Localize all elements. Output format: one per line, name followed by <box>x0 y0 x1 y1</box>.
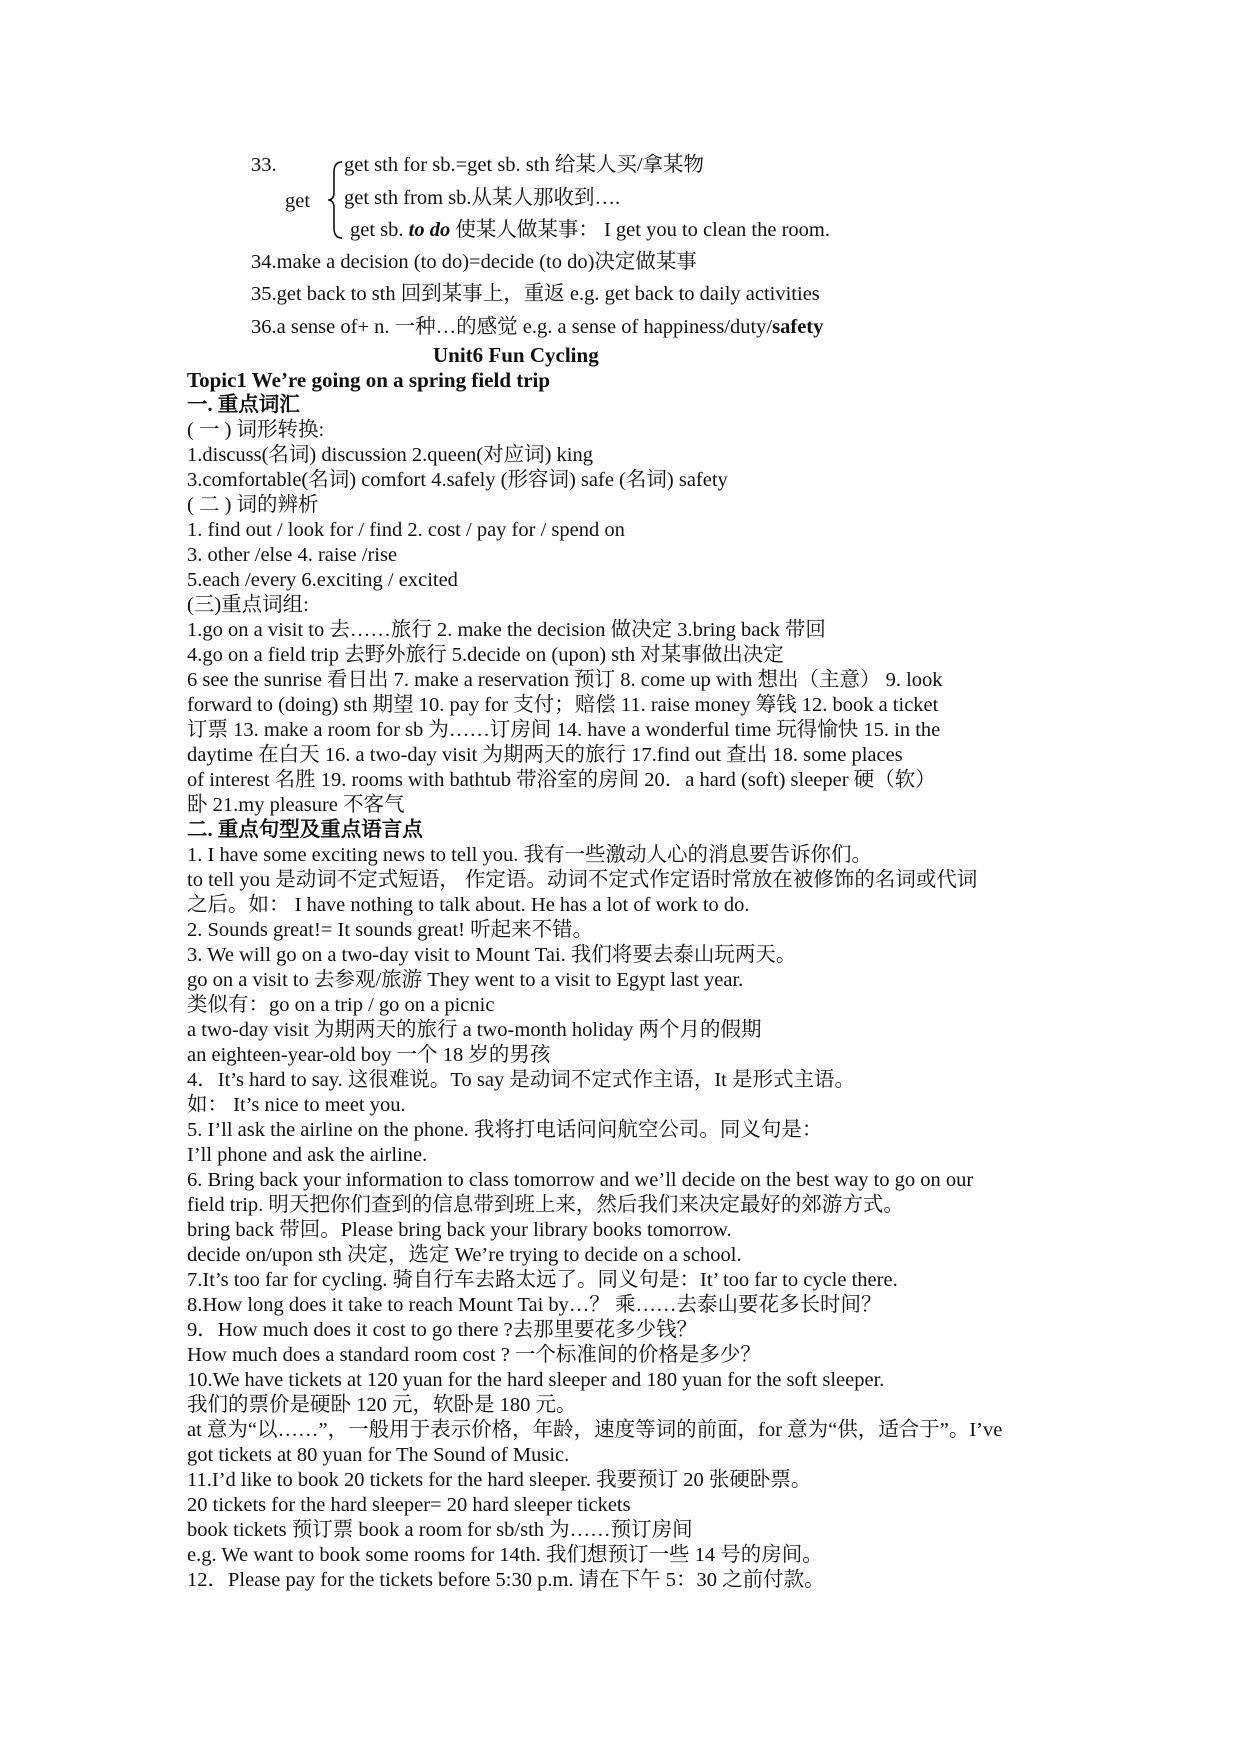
text-line: 订票 13. make a room for sb 为……订房间 14. have a wonderful time 玩得愉快 15. in the <box>187 719 941 741</box>
text-line: 之后。如： I have nothing to talk about. He has a lot of work to do. <box>187 894 750 916</box>
text-line: 卧 21.my pleasure 不客气 <box>187 794 405 816</box>
text-line: go on a visit to 去参观/旅游 They went to a visit to Egypt last year. <box>187 969 744 991</box>
text-line: ( 二 ) 词的辨析 <box>187 494 319 516</box>
text-line: 8.How long does it take to reach Mount Tai by…？ 乘……去泰山要花多长时间？ <box>187 1294 882 1316</box>
text-line: 1. find out / look for / find 2. cost / pay for / spend on <box>187 519 625 541</box>
topic-title: Topic1 We’re going on a spring field trip <box>187 368 551 392</box>
text-line: 6. Bring back your information to class tomorrow and we’ll decide on the best way to go on our <box>187 1169 974 1191</box>
text-line: to tell you 是动词不定式短语， 作定语。动词不定式作定语时常放在被修饰的名词或代词 <box>187 869 978 891</box>
text-line: 7.It’s too far for cycling. 骑自行车去路太远了。同义句是：It’ too far to cycle there. <box>187 1269 898 1291</box>
item-33-line-3-emphasis: to do <box>408 219 451 241</box>
unit-title: Unit6 Fun Cycling <box>433 343 599 367</box>
text-line: 9．How much does it cost to go there ?去那里要花多少钱？ <box>187 1319 698 1341</box>
text-line: of interest 名胜 19. rooms with bathtub 带浴室的房间 20．a hard (soft) sleeper 硬（软） <box>187 769 936 791</box>
text-line: a two-day visit 为期两天的旅行 a two-month holiday 两个月的假期 <box>187 1019 762 1041</box>
item-33-line-3-post: 使某人做某事： I get you to clean the room. <box>450 219 830 241</box>
item-33-line-3 <box>350 218 1241 243</box>
get-label: get <box>285 190 311 212</box>
text-line: 2. Sounds great!= It sounds great! 听起来不错。 <box>187 919 594 941</box>
item-33-line-3-pre: get sb. <box>350 219 409 241</box>
text-line: 5. I’ll ask the airline on the phone. 我将打电话问问航空公司。同义句是： <box>187 1119 823 1141</box>
text-line: daytime 在白天 16. a two-day visit 为期两天的旅行 17.find out 查出 18. some places <box>187 744 903 766</box>
text-line: 20 tickets for the hard sleeper= 20 hard sleeper tickets <box>187 1494 631 1516</box>
text-line: 10.We have tickets at 120 yuan for the hard sleeper and 180 yuan for the soft sleeper. <box>187 1369 885 1391</box>
section-heading: 一. 重点词汇 <box>187 394 300 416</box>
item-36 <box>251 315 1151 340</box>
text-line: I’ll phone and ask the airline. <box>187 1144 428 1166</box>
text-line: 如： It’s nice to meet you. <box>187 1094 406 1116</box>
curly-brace-icon <box>326 160 344 240</box>
text-line: 1. I have some exciting news to tell you. 我有一些激动人心的消息要告诉你们。 <box>187 844 872 866</box>
text-line: (三)重点词组: <box>187 594 309 616</box>
text-line: 1.discuss(名词) discussion 2.queen(对应词) king <box>187 444 593 466</box>
text-line: 5.each /every 6.exciting / excited <box>187 569 458 591</box>
text-line: 3. other /else 4. raise /rise <box>187 544 398 566</box>
text-line: an eighteen-year-old boy 一个 18 岁的男孩 <box>187 1044 551 1066</box>
item-33-line-1: get sth for sb.=get sb. sth 给某人买/拿某物 <box>344 154 705 176</box>
item-34: 34.make a decision (to do)=decide (to do)决定做某事 <box>251 251 697 273</box>
text-line: decide on/upon sth 决定，选定 We’re trying to decide on a school. <box>187 1244 742 1266</box>
item-35: 35.get back to sth 回到某事上，重返 e.g. get back to daily activities <box>251 283 820 305</box>
text-line: got tickets at 80 yuan for The Sound of Music. <box>187 1444 570 1466</box>
text-line: book tickets 预订票 book a room for sb/sth 为……预订房间 <box>187 1519 693 1541</box>
text-line: 11.I’d like to book 20 tickets for the hard sleeper. 我要预订 20 张硬卧票。 <box>187 1469 812 1491</box>
text-line: 3.comfortable(名词) comfort 4.safely (形容词) safe (名词) safety <box>187 469 728 491</box>
text-line: How much does a standard room cost ? 一个标准间的价格是多少？ <box>187 1344 761 1366</box>
item-33-number: 33. <box>251 154 277 176</box>
section-heading: 二. 重点句型及重点语言点 <box>187 819 423 841</box>
text-line: 类似有：go on a trip / go on a picnic <box>187 994 495 1016</box>
text-line: 6 see the sunrise 看日出 7. make a reservation 预订 8. come up with 想出（主意） 9. look <box>187 669 943 691</box>
item-33-line-2: get sth from sb.从某人那收到…. <box>344 187 621 209</box>
text-line: at 意为“以……”，一般用于表示价格，年龄，速度等词的前面，for 意为“供，适合于”。I’ve <box>187 1419 1003 1441</box>
item-36-bold: safety <box>772 316 824 338</box>
text-line: 1.go on a visit to 去……旅行 2. make the decision 做决定 3.bring back 带回 <box>187 619 826 641</box>
item-36-text: 36.a sense of+ n. 一种…的感觉 e.g. a sense of happiness/duty/ <box>251 316 773 338</box>
text-line: 3. We will go on a two-day visit to Mount Tai. 我们将要去泰山玩两天。 <box>187 944 797 966</box>
text-line: 4.go on a field trip 去野外旅行 5.decide on (upon) sth 对某事做出决定 <box>187 644 784 666</box>
text-line: 4．It’s hard to say. 这很难说。To say 是动词不定式作主语，It 是形式主语。 <box>187 1069 856 1091</box>
text-line: 12．Please pay for the tickets before 5:30 p.m. 请在下午 5：30 之前付款。 <box>187 1569 825 1591</box>
text-line: e.g. We want to book some rooms for 14th. 我们想预订一些 14 号的房间。 <box>187 1544 823 1566</box>
text-line: ( 一 ) 词形转换: <box>187 419 325 441</box>
text-line: forward to (doing) sth 期望 10. pay for 支付；赔偿 11. raise money 筹钱 12. book a ticket <box>187 694 939 716</box>
text-line: 我们的票价是硬卧 120 元，软卧是 180 元。 <box>187 1394 577 1416</box>
text-line: bring back 带回。Please bring back your library books tomorrow. <box>187 1219 732 1241</box>
text-line: field trip. 明天把你们查到的信息带到班上来，然后我们来决定最好的郊游方式。 <box>187 1194 904 1216</box>
